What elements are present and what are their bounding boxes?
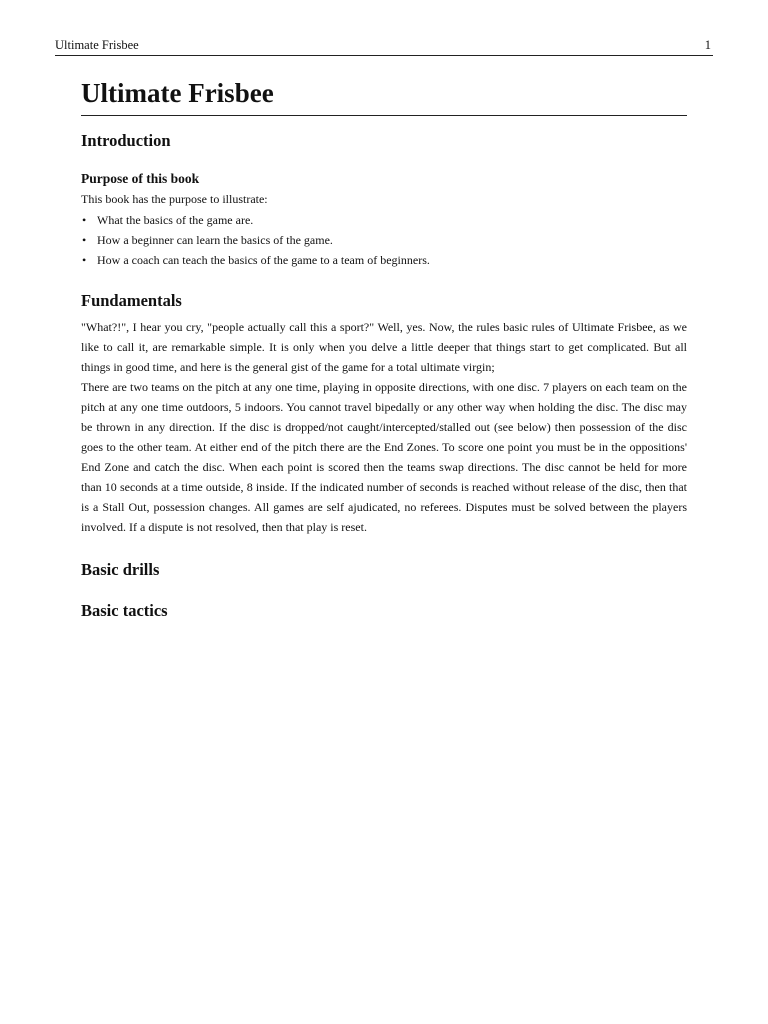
page-number: 1 <box>704 38 711 52</box>
fundamentals-paragraph-2: There are two teams on the pitch at any one time, playing in opposite directions, with one disc. 7 players on each team on the pitch at any one time outdoors, 5 indoors. You cannot travel bipedally or any other way when holding the disc. The disc may be thrown in any direction. If the disc is dropped/not caught/intercepted/stalled out (see below) then possession of the disc goes to the other team. At either end of the pitch there are the End Zones. To score one point you must be in the oppositions' End Zone and catch the disc. When each point is scored then the teams swap directions. The disc cannot be held for more than 10 seconds at a time outside, 8 inside. If the indicated number of seconds is reached without release of the disc, then that is a Stall Out, possession changes. All games are self ajudicated, no referees. Disputes must be solved between the players involved. If a dispute is not resolved, then that play is reset. <box>81 380 687 534</box>
document-body <box>81 75 687 622</box>
bullet-icon: • <box>82 213 87 227</box>
list-item <box>81 230 687 250</box>
running-header-title: Ultimate Frisbee <box>55 38 139 52</box>
subsection-heading-purpose: Purpose of this book <box>81 171 200 186</box>
list-item <box>81 210 687 230</box>
bullet-icon: • <box>82 253 87 267</box>
section-heading-introduction: Introduction <box>81 131 171 150</box>
section-heading-basic-tactics: Basic tactics <box>81 601 168 620</box>
bullet-icon: • <box>82 233 87 247</box>
running-header <box>55 37 713 56</box>
section-heading-fundamentals: Fundamentals <box>81 291 182 310</box>
purpose-bullet-list <box>81 210 687 270</box>
purpose-intro-paragraph: This book has the purpose to illustrate: <box>81 192 268 206</box>
section-heading-basic-drills: Basic drills <box>81 560 160 579</box>
list-item-text: How a coach can teach the basics of the game to a team of beginners. <box>97 253 430 267</box>
document-title: Ultimate Frisbee <box>81 75 687 116</box>
fundamentals-paragraph-1: "What?!", I hear you cry, "people actually call this a sport?" Well, yes. Now, the rules basic rules of Ultimate Frisbee, as we like to call it, are remarkable simple. It is only when you delve a little deeper that things start to get complicated. But all things in good time, and here is the general gist of the game for a total ultimate virgin; <box>81 320 687 374</box>
list-item-text: What the basics of the game are. <box>97 213 254 227</box>
list-item <box>81 250 687 270</box>
list-item-text: How a beginner can learn the basics of the game. <box>97 233 333 247</box>
